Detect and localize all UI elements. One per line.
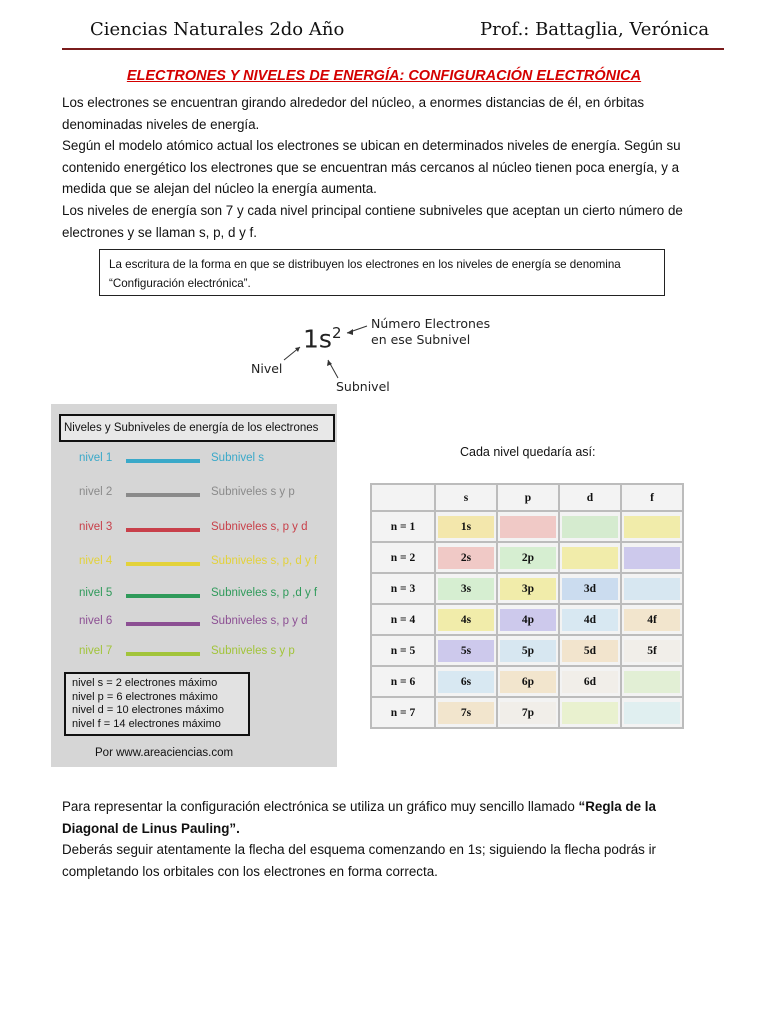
orbital-cell (435, 542, 497, 573)
table-level-cell: n = 1 (371, 511, 435, 542)
orbital-label (500, 516, 556, 538)
orbital-cell (497, 573, 559, 604)
orbital-label: 6s (438, 671, 494, 693)
levels-panel (51, 404, 337, 767)
linus-pauling-rule: “Regla de la Diagonal de Linus Pauling”. (62, 799, 656, 836)
orbital-label (562, 547, 618, 569)
orbital-cell (621, 604, 683, 635)
orbital-cell (559, 573, 621, 604)
orbital-cell (435, 511, 497, 542)
level-color-bar (126, 493, 200, 497)
table-row (371, 666, 683, 697)
orbital-label (624, 578, 680, 600)
orbital-label (562, 516, 618, 538)
orbital-label (562, 702, 618, 724)
sublevel-label: Subniveles s, p y d (211, 615, 308, 627)
orbital-cell (621, 635, 683, 666)
table-level-cell: n = 4 (371, 604, 435, 635)
table-row (371, 697, 683, 728)
sublevel-label: Subniveles s, p y d (211, 521, 308, 533)
orbital-cell (497, 635, 559, 666)
rule-f: nivel f = 14 electrones máximo (72, 717, 221, 730)
sublevel-label: Subniveles s y p (211, 486, 295, 498)
intro-paragraph-1: Los electrones se encuentran girando alrededor del núcleo, a enormes distancias de él, en órbitas denominadas niveles de energía. (62, 95, 645, 132)
table-row (371, 604, 683, 635)
closing-paragraph-1 (62, 796, 712, 839)
intro-paragraph-2: Según el modelo atómico actual los electrones se ubican en determinados niveles de energía. Según su contenido energético los electrones que se encuentran más cercanos al núcleo tienen poca energía, y a medida que se alejan del núcleo la energía aumenta. (62, 138, 681, 197)
orbital-label (624, 671, 680, 693)
closing-text (62, 796, 712, 882)
orbital-label: 3s (438, 578, 494, 600)
table-level-cell: n = 7 (371, 697, 435, 728)
orbital-label: 4f (624, 609, 680, 631)
notation-diagram (240, 310, 500, 400)
definition-box: La escritura de la forma en que se distribuyen los electrones en los niveles de energía se denomina “Configuración electrónica”. (99, 249, 665, 296)
orbital-label (624, 516, 680, 538)
orbital-label: 3d (562, 578, 618, 600)
level-color-bar (126, 459, 200, 463)
orbital-cell (621, 511, 683, 542)
orbital-label: 1s (438, 516, 494, 538)
orbital-label: 7p (500, 702, 556, 724)
orbital-cell (621, 697, 683, 728)
orbital-cell (559, 697, 621, 728)
orbital-label: 4p (500, 609, 556, 631)
sublevel-label: Subniveles s y p (211, 645, 295, 657)
level-row (51, 452, 337, 470)
sublevel-label: Subniveles s, p, d y f (211, 555, 318, 567)
orbital-label: 5f (624, 640, 680, 662)
table-level-cell: n = 2 (371, 542, 435, 573)
orbital-cell (435, 573, 497, 604)
electron-capacity-box (64, 672, 250, 736)
level-color-bar (126, 594, 200, 598)
sublevel-label: Subnivel s (211, 452, 265, 464)
orbital-label: 4s (438, 609, 494, 631)
level-label: nivel 4 (79, 555, 113, 567)
orbital-label: 3p (500, 578, 556, 600)
orbital-cell (559, 666, 621, 697)
rule-s: nivel s = 2 electrones máximo (72, 677, 218, 689)
level-color-bar (126, 562, 200, 566)
header-course: Ciencias Naturales 2do Año (90, 19, 345, 40)
table-row (371, 542, 683, 573)
closing-paragraph-2: Deberás seguir atentamente la flecha del esquema comenzando en 1s; siguiendo la flecha podrás ir completando los orbitales con los electrones en forma correcta. (62, 842, 657, 879)
table-row (371, 635, 683, 666)
orbital-label: 5p (500, 640, 556, 662)
orbital-cell (559, 511, 621, 542)
orbital-label (624, 547, 680, 569)
table-level-cell: n = 6 (371, 666, 435, 697)
orbital-cell (435, 635, 497, 666)
orbital-cell (497, 697, 559, 728)
level-color-bar (126, 622, 200, 626)
notation-main: $1s^2$ (303, 324, 342, 354)
orbital-cell (559, 635, 621, 666)
orbital-cell (497, 542, 559, 573)
table-header-cell: d (559, 484, 621, 511)
table-header-cell: f (621, 484, 683, 511)
sublevel-label: Subniveles s, p ,d y f (211, 587, 318, 599)
orbital-table (370, 483, 684, 729)
rule-p: nivel p = 6 electrones máximo (72, 690, 218, 703)
orbital-label: 2p (500, 547, 556, 569)
table-row (371, 573, 683, 604)
document-title: ELECTRONES Y NIVELES DE ENERGÍA: CONFIGURACIÓN ELECTRÓNICA (126, 68, 642, 84)
orbital-label (624, 702, 680, 724)
level-label: nivel 2 (79, 486, 113, 498)
orbital-label: 4d (562, 609, 618, 631)
notation-superscript: 2 (331, 324, 342, 342)
orbital-cell (621, 573, 683, 604)
orbital-label: 5d (562, 640, 618, 662)
orbital-cell (621, 542, 683, 573)
level-label: nivel 3 (79, 521, 113, 533)
orbital-cell (497, 604, 559, 635)
label-sublevel: Subnivel (336, 379, 390, 394)
table-level-cell: n = 3 (371, 573, 435, 604)
orbital-label: 2s (438, 547, 494, 569)
table-header-row (371, 484, 683, 511)
table-level-cell: n = 5 (371, 635, 435, 666)
level-row (51, 555, 337, 573)
level-label: nivel 6 (79, 615, 113, 627)
table-row (371, 511, 683, 542)
header-teacher: Prof.: Battaglia, Verónica (480, 19, 710, 40)
rule-d: nivel d = 10 electrones máximo (72, 704, 224, 716)
orbital-cell (435, 604, 497, 635)
levels-panel-title: Niveles y Subniveles de energía de los electrones (59, 414, 335, 442)
level-color-bar (126, 652, 200, 656)
level-color-bar (126, 528, 200, 532)
table-header-cell: p (497, 484, 559, 511)
label-level: Nivel (251, 361, 283, 376)
table-caption: Cada nivel quedaría así: (460, 445, 596, 459)
orbital-cell (559, 604, 621, 635)
orbital-cell (435, 666, 497, 697)
level-row (51, 587, 337, 605)
orbital-label: 6d (562, 671, 618, 693)
orbital-cell (559, 542, 621, 573)
orbital-cell (497, 666, 559, 697)
table-header-cell: s (435, 484, 497, 511)
source-credit: Por www.areaciencias.com (95, 747, 234, 759)
level-row (51, 521, 337, 539)
header-divider (62, 48, 724, 50)
closing-intro: Para representar la configuración electrónica se utiliza un gráfico muy sencillo llamado (62, 799, 579, 814)
orbital-cell (621, 666, 683, 697)
orbital-cell (497, 511, 559, 542)
orbital-label: 6p (500, 671, 556, 693)
level-label: nivel 5 (79, 587, 113, 599)
intro-text (62, 92, 712, 243)
label-electrons-1: Número Electrones (371, 316, 491, 331)
level-row (51, 645, 337, 663)
intro-paragraph-3: Los niveles de energía son 7 y cada nivel principal contiene subniveles que aceptan un cierto número de electrones y se llaman s, p, d y f. (62, 202, 683, 240)
level-label: nivel 1 (79, 452, 113, 464)
level-row (51, 486, 337, 504)
orbital-label: 7s (438, 702, 494, 724)
table-header-cell (371, 484, 435, 511)
orbital-cell (435, 697, 497, 728)
orbital-label: 5s (438, 640, 494, 662)
label-electrons-2: en ese Subnivel (371, 332, 471, 347)
level-row (51, 615, 337, 633)
level-label: nivel 7 (79, 645, 113, 657)
